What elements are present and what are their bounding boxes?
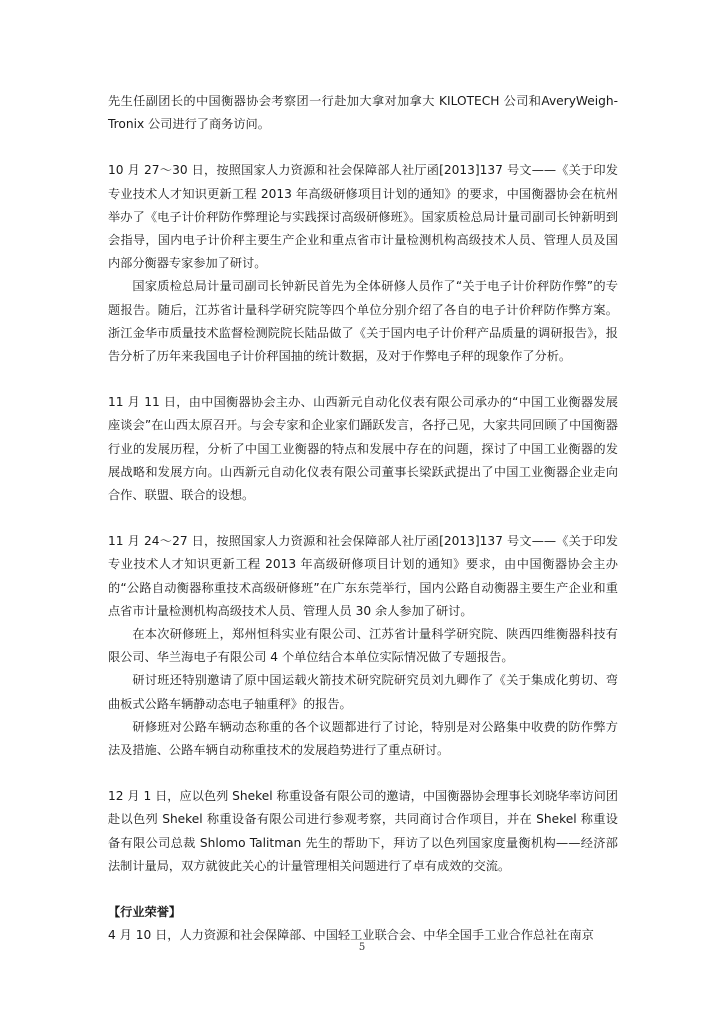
- paragraph-2: 10 月 27～30 日，按照国家人力资源和社会保障部人社厅函[2013]137 号文——《关于印发专业技术人才知识更新工程 2013 年高级研修项目计划的通知》的要求，中国衡器协会在杭州举办了《电子计价秤防作弊理论与实践探讨高级研修班》。国家质检总局计量司副司长钟新明到会指导，国内电子计价秤主要生产企业和重点省市计量检测机构高级技术人员、管理人员及国内部分衡器专家参加了研讨。: [108, 163, 618, 271]
- paragraph-9: 12 月 1 日，应以色列 Shekel 称重设备有限公司的邀请，中国衡器协会理事长刘晓华率访问团赴以色列 Shekel 称重设备有限公司进行参观考察，共同商讨合作项目，并在 Shekel 称重设备有限公司总裁 Shlomo Talitman 先生的帮助下，拜访了以色列国家度量衡机构——经济部法制计量局，双方就彼此关心的计量管理相关问题进行了卓有成效的交流。: [108, 789, 618, 873]
- paragraph-gap: [108, 507, 618, 530]
- paragraph-gap: [108, 136, 618, 159]
- paragraph-gap: [108, 878, 618, 901]
- page-number: 5: [358, 942, 366, 953]
- paragraph-3: 国家质检总局计量司副司长钟新民首先为全体研修人员作了“关于电子计价秤防作弊”的专题报告。随后，江苏省计量科学研究院等四个单位分别介绍了各自的电子计价秤防作弊方案。浙江金华市质量技术监督检测院院长陆品做了《关于国内电子计价秤产品质量的调研报告》，报告分析了历年来我国电子计价秤国抽的统计数据，及对于作弊电子秤的现象作了分析。: [108, 279, 618, 364]
- paragraph-8: 研修班对公路车辆动态称重的各个议题都进行了讨论，特别是对公路集中收费的防作弊方法及措施、公路车辆自动称重技术的发展趋势进行了重点研讨。: [108, 719, 618, 758]
- paragraph-10: 4 月 10 日，人力资源和社会保障部、中国轻工业联合会、中华全国手工业合作总社在南京: [108, 928, 594, 943]
- paragraph-gap: [108, 368, 618, 391]
- paragraph-4: 11 月 11 日，由中国衡器协会主办、山西新元自动化仪表有限公司承办的“中国工业衡器发展座谈会”在山西太原召开。与会专家和企业家们踊跃发言，各抒己见，大家共同回顾了中国衡器行业的发展历程，分析了中国工业衡器的特点和发展中存在的问题，探讨了中国工业衡器的发展战略和发展方向。山西新元自动化仪表有限公司董事长梁跃武提出了中国工业衡器企业走向合作、联盟、联合的设想。: [108, 395, 618, 503]
- section-heading: 【行业荣誉】: [108, 905, 182, 920]
- paragraph-1: 先生任副团长的中国衡器协会考察团一行赴加大拿对加拿大 KILOTECH 公司和AveryWeigh-Tronix 公司进行了商务访问。: [108, 94, 618, 132]
- paragraph-7: 研讨班还特别邀请了原中国运载火箭技术研究院研究员刘九卿作了《关于集成化剪切、弯曲板式公路车辆静动态电子轴重秤》的报告。: [108, 673, 618, 711]
- paragraph-6: 在本次研修班上，郑州恒科实业有限公司、江苏省计量科学研究院、陕西四维衡器科技有限公司、华兰海电子有限公司 4 个单位结合本单位实际情况做了专题报告。: [108, 627, 618, 665]
- paragraph-5: 11 月 24～27 日，按照国家人力资源和社会保障部人社厅函[2013]137 号文——《关于印发专业技术人才知识更新工程 2013 年高级研修项目计划的通知》要求，由中国衡器协会主办的“公路自动衡器称重技术高级研修班”在广东东莞举行，国内公路自动衡器主要生产企业和重点省市计量检测机构高级技术人员、管理人员 30 余人参加了研讨。: [108, 534, 618, 618]
- page-content: [108, 90, 618, 948]
- paragraph-gap: [108, 762, 618, 785]
